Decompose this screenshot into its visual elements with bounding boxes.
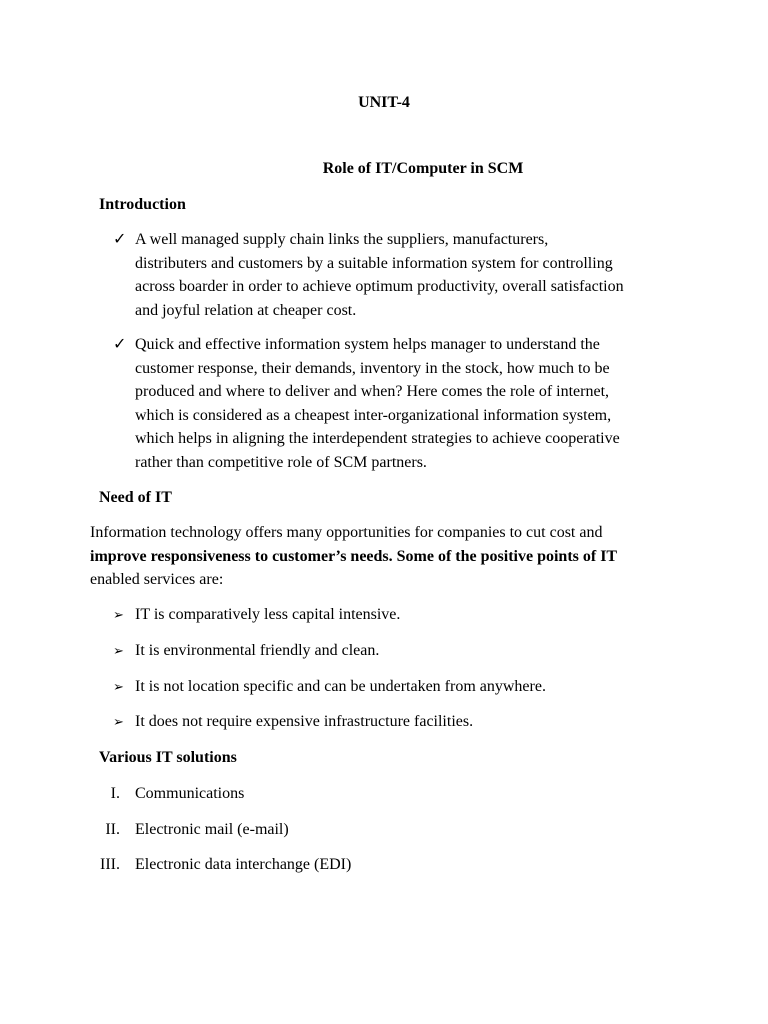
introduction-heading: Introduction [99, 196, 186, 213]
text-line: rather than competitive role of SCM partners. [135, 453, 427, 471]
it-point [113, 710, 693, 734]
solution-item [86, 818, 486, 842]
page-title: Role of IT/Computer in SCM [322, 160, 524, 177]
it-point-text: IT is comparatively less capital intensive. [135, 606, 401, 623]
roman-numeral: II. [105, 821, 120, 838]
text-line: Information technology offers many opportunities for companies to cut cost and [90, 524, 603, 541]
text-line: customer response, their demands, inventory in the stock, how much to be [135, 359, 610, 377]
solution-label: Electronic data interchange (EDI) [135, 856, 352, 873]
text-line: distributers and customers by a suitable information system for controlling [135, 254, 613, 272]
text-line [90, 545, 680, 569]
it-point [113, 639, 693, 663]
text-line: Quick and effective information system helps manager to understand the [135, 336, 600, 353]
it-point [113, 675, 693, 699]
arrow-bullet-icon: ➢ [113, 714, 124, 729]
it-point-text: It does not require expensive infrastructure facilities. [135, 713, 474, 730]
arrow-bullet-icon: ➢ [113, 643, 124, 658]
checkmark-icon: ✓ [113, 336, 127, 353]
text-line: produced and where to deliver and when? Here comes the role of internet, [135, 383, 610, 400]
text-line: which helps in aligning the interdependent strategies to achieve cooperative [135, 430, 620, 447]
solution-label: Electronic mail (e-mail) [135, 821, 289, 838]
unit-title: UNIT-4 [358, 94, 410, 111]
text-line: and joyful relation at cheaper cost. [135, 301, 357, 319]
arrow-bullet-icon: ➢ [113, 679, 124, 694]
need-of-it-paragraph [90, 521, 680, 592]
need-of-it-heading: Need of IT [99, 489, 172, 506]
text-line: A well managed supply chain links the suppliers, manufacturers, [135, 231, 549, 248]
text-line-rest: . Some of the positive points of IT [388, 547, 618, 565]
intro-point-1-text [135, 228, 695, 322]
checkmark-icon: ✓ [113, 231, 127, 248]
solution-label: Communications [135, 785, 245, 802]
roman-numeral: I. [110, 785, 120, 802]
solution-item [86, 782, 486, 806]
it-point-text: It is environmental friendly and clean. [135, 642, 380, 659]
various-it-solutions-heading: Various IT solutions [99, 749, 237, 766]
text-line: enabled services are: [90, 571, 224, 588]
it-point [113, 603, 693, 627]
intro-point-2-text [135, 333, 695, 474]
arrow-bullet-icon: ➢ [113, 607, 124, 622]
it-point-text: It is not location specific and can be undertaken from anywhere. [135, 678, 546, 695]
text-line: across boarder in order to achieve optimum productivity, overall satisfaction [135, 278, 624, 295]
solution-item [86, 853, 486, 877]
roman-numeral: III. [100, 856, 120, 873]
emphasis-text: improve responsiveness to customer’s needs [90, 547, 389, 565]
text-line: which is considered as a cheapest inter-organizational information system, [135, 406, 612, 424]
